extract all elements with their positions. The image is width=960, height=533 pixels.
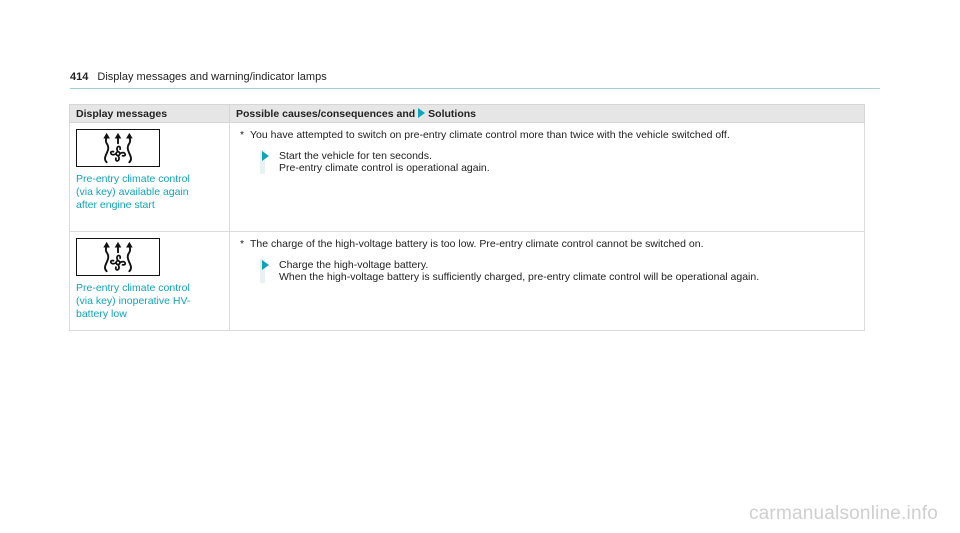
- display-message-cell: [70, 123, 230, 232]
- col-header-causes-solutions: [230, 105, 865, 123]
- table-row: [70, 232, 865, 331]
- message-line: Pre-entry climate control: [76, 282, 190, 294]
- display-messages-table: [69, 104, 865, 331]
- cause-body: You have attempted to switch on pre-entry climate control more than twice with the vehicle switched off.: [250, 129, 730, 141]
- solution-bullet: [260, 259, 265, 283]
- solution-step: [260, 259, 858, 283]
- page-header: [70, 70, 880, 84]
- message-line: after engine start: [76, 199, 155, 211]
- col-header-solutions: Solutions: [428, 107, 477, 120]
- cause-marker: *: [240, 238, 245, 250]
- message-line: (via key) inoperative HV-: [76, 295, 191, 307]
- solution-arrow-icon: [262, 260, 269, 270]
- solution-step: [260, 150, 858, 174]
- pre-entry-climate-icon: [76, 129, 160, 167]
- page-title: Display messages and warning/indicator lamps: [97, 71, 327, 83]
- col-header-display-messages: Display messages: [70, 105, 230, 123]
- causes-solutions-cell: [230, 123, 865, 232]
- solution-text: [273, 259, 759, 283]
- message-text: [76, 173, 223, 212]
- header-rule: [70, 88, 880, 89]
- pre-entry-climate-icon: [76, 238, 160, 276]
- solution-arrow-icon: [418, 108, 425, 118]
- page-number: 414: [70, 71, 89, 83]
- cause-marker: *: [240, 129, 245, 141]
- solution-line: When the high-voltage battery is sufficiently charged, pre-entry climate control will be operational again.: [279, 271, 760, 283]
- cause-text: [240, 238, 858, 251]
- table-row: [70, 123, 865, 232]
- message-text: [76, 282, 223, 321]
- message-line: Pre-entry climate control: [76, 173, 190, 185]
- table-header-row: [70, 105, 865, 123]
- solution-bullet: [260, 150, 265, 174]
- solution-arrow-icon: [262, 151, 269, 161]
- solution-line: Start the vehicle for ten seconds.: [279, 150, 432, 162]
- solution-line: Charge the high-voltage battery.: [279, 259, 429, 271]
- message-line: (via key) available again: [76, 186, 189, 198]
- message-line: battery low: [76, 308, 127, 320]
- causes-solutions-cell: [230, 232, 865, 331]
- solution-text: [273, 150, 490, 174]
- watermark: carmanualsonline.info: [748, 503, 938, 524]
- solution-line: Pre-entry climate control is operational again.: [279, 162, 490, 174]
- col-header-causes: Possible causes/consequences and: [236, 107, 416, 120]
- cause-body: The charge of the high-voltage battery is too low. Pre-entry climate control cannot be switched on.: [250, 238, 704, 250]
- cause-text: [240, 129, 858, 142]
- display-message-cell: [70, 232, 230, 331]
